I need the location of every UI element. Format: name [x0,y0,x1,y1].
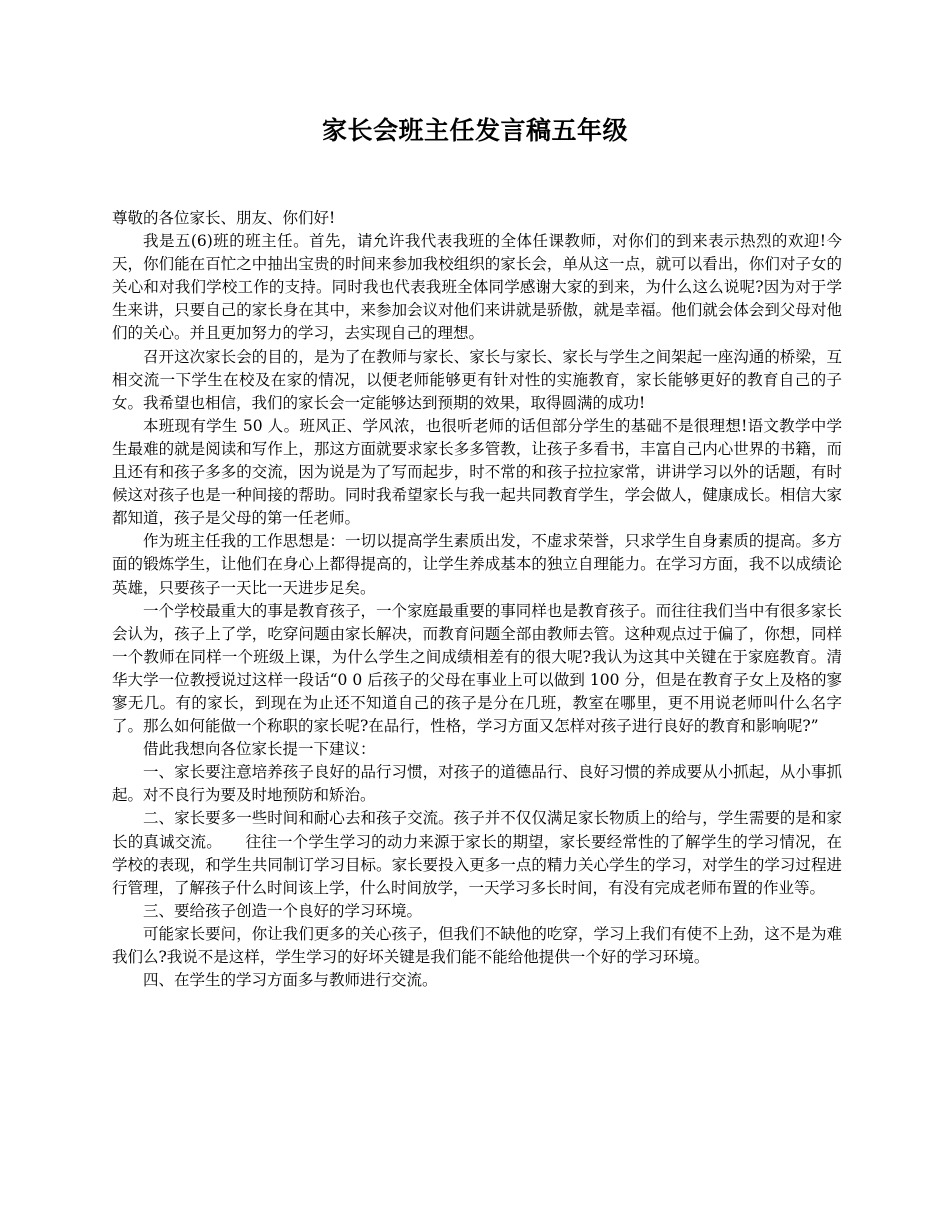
body-paragraph: 我是五(6)班的班主任。首先，请允许我代表我班的全体任课教师，对你们的到来表示热烈的欢迎!今天，你们能在百忙之中抽出宝贵的时间来参加我校组织的家长会，单从这一点，就可以看出，你们对子女的关心和对我们学校工作的支持。同时我也代表我班全体同学感谢大家的到来，为什么这么说呢?因为对于学生来讲，只要自己的家长身在其中，来参加会议对他们来讲就是骄傲，就是幸福。他们就会体会到父母对他们的关心。并且更加努力的学习，去实现自己的理想。 [112,232,842,343]
body-paragraph: 作为班主任我的工作思想是：一切以提高学生素质出发，不虚求荣誉，只求学生自身素质的提高。多方面的锻炼学生，让他们在身心上都得提高的，让学生养成基本的独立自理能力。在学习方面，我不以成绩论英雄，只要孩子一天比一天进步足矣。 [112,532,842,597]
suggestion-paragraph: 一、家长要注意培养孩子良好的品行习惯，对孩子的道德品行、良好习惯的养成要从小抓起，从小事抓起。对不良行为要及时地预防和矫治。 [112,763,842,805]
body-paragraph: 本班现有学生 50 人。班风正、学风浓，也很听老师的话但部分学生的基础不是很理想!语文教学中学生最难的就是阅读和写作上，那这方面就要求家长多多管教，让孩子多看书，丰富自己内心世界的书籍，而且还有和孩子多多的交流，因为说是为了写而起步，时不常的和孩子拉拉家常，讲讲学习以外的话题，有时候这对孩子也是一种间接的帮助。同时我希望家长与我一起共同教育学生，学会做人，健康成长。相信大家都知道，孩子是父母的第一任老师。 [112,416,842,528]
body-paragraph: 借此我想向各位家长提一下建议： [143,740,376,759]
suggestion-paragraph: 三、要给孩子创造一个良好的学习环境。 [143,901,423,920]
suggestion-paragraph: 四、在学生的学习方面多与教师进行交流。 [143,971,438,990]
document-body [112,207,842,992]
body-paragraph: 一个学校最重大的事是教育孩子，一个家庭最重要的事同样也是教育孩子。而往往我们当中有很多家长会认为，孩子上了学，吃穿问题由家长解决，而教育问题全部由教师去管。这种观点过于偏了，你想，同样一个教师在同样一个班级上课，为什么学生之间成绩相差有的很大呢?我认为这其中关键在于家庭教育。清华大学一位教授说过这样一段话“0 0 后孩子的父母在事业上可以做到 100 分，但是在教育子女上及格的寥寥无几。有的家长，到现在为止还不知道自己的孩子是分在几班，教室在哪里，更不用说老师叫什么名字了。那么如何能做一个称职的家长呢?在品行，性格，学习方面又怎样对孩子进行良好的教育和影响呢?” [112,601,842,736]
body-paragraph: 召开这次家长会的目的，是为了在教师与家长、家长与家长、家长与学生之间架起一座沟通的桥梁，互相交流一下学生在校及在家的情况，以便老师能够更有针对性的实施教育，家长能够更好的教育自己的子女。我希望也相信，我们的家长会一定能够达到预期的效果，取得圆满的成功! [112,347,842,412]
suggestion-paragraph: 二、家长要多一些时间和耐心去和孩子交流。孩子并不仅仅满足家长物质上的给与，学生需要的是和家长的真诚交流。 往往一个学生学习的动力来源于家长的期望，家长要经常性的了解学生的学习情况，在学校的表现，和学生共同制订学习目标。家长要投入更多一点的精力关心学生的学习，对学生的学习过程进行管理，了解孩子什么时间该上学，什么时间放学，一天学习多长时间，有没有完成老师布置的作业等。 [112,809,842,897]
body-paragraph: 可能家长要问，你让我们更多的关心孩子，但我们不缺他的吃穿，学习上我们有使不上劲，这不是为难我们么?我说不是这样，学生学习的好坏关键是我们能不能给他提供一个好的学习环境。 [112,924,842,966]
document-title: 家长会班主任发言稿五年级 [321,116,628,145]
salutation-paragraph: 尊敬的各位家长、朋友、你们好! [112,209,336,227]
